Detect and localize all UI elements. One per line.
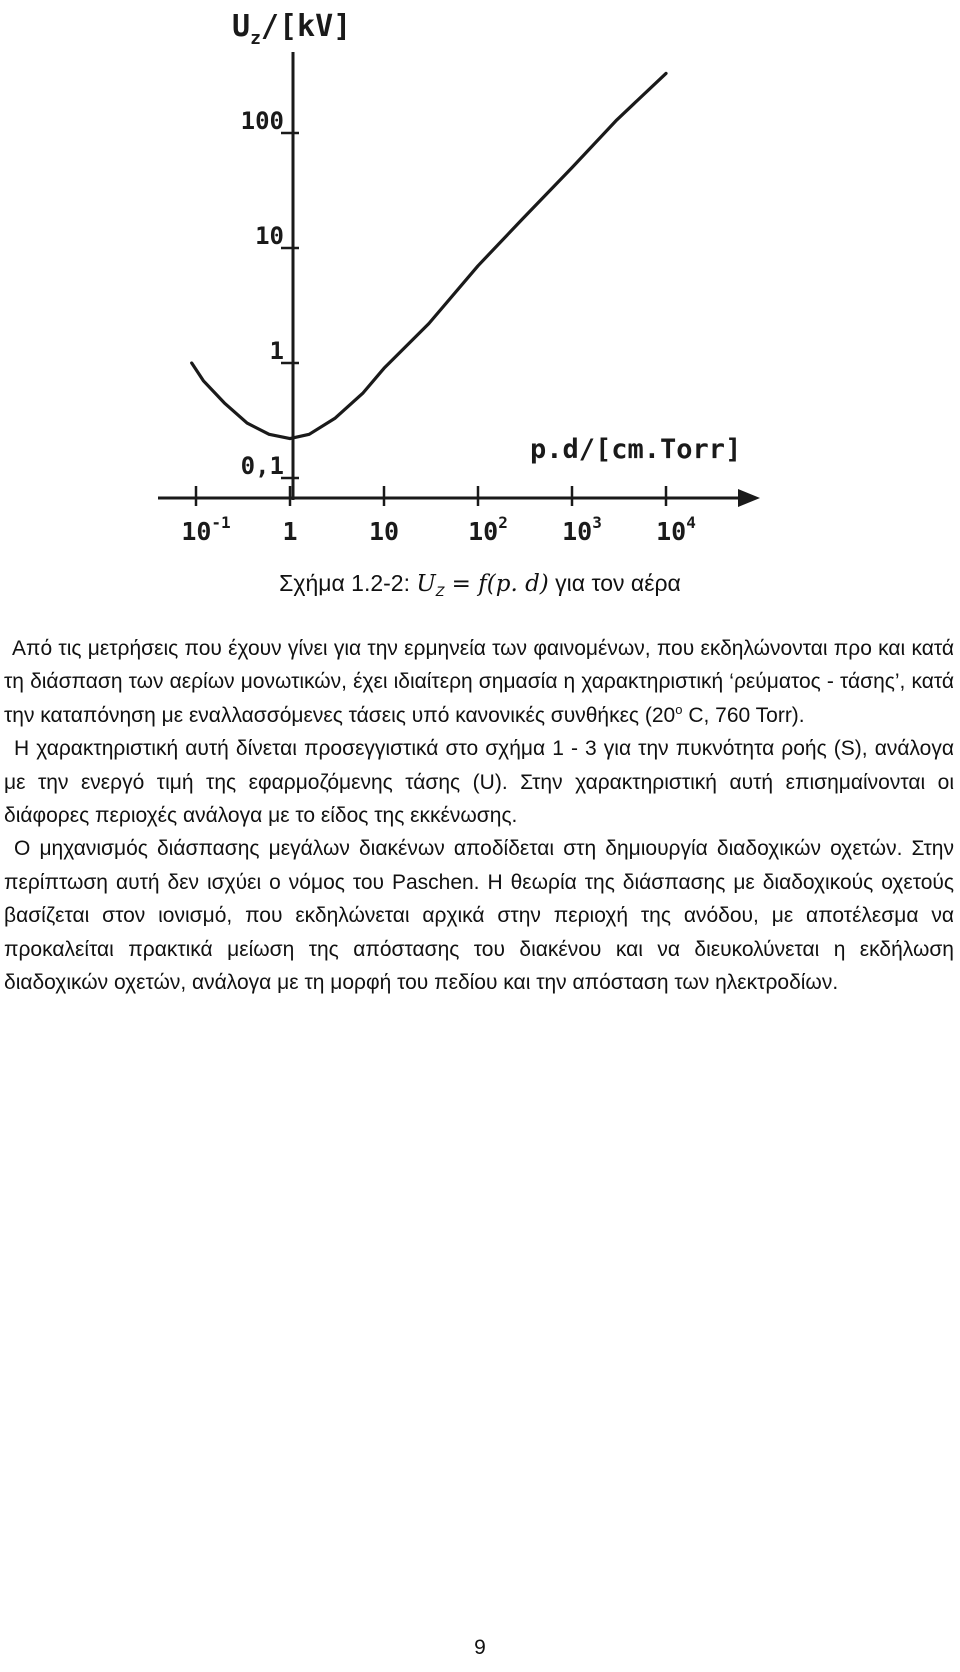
caption-math-rest: = f(p. d) — [444, 571, 549, 597]
x-tick-label: $10^3$ — [562, 513, 602, 546]
paragraph-1 — [4, 632, 954, 732]
x-tick-label: 1 — [282, 517, 298, 546]
y-tick-label: 1 — [269, 337, 284, 365]
y-axis-title: $U_z/[kV]$ — [232, 9, 352, 49]
caption-suffix: για τον αέρα — [548, 570, 681, 596]
y-tick-label: 0,1 — [240, 452, 284, 480]
figure-caption — [0, 570, 960, 599]
y-tick-label: 100 — [240, 107, 284, 135]
caption-math-u: U — [416, 571, 436, 597]
x-tick-group — [181, 486, 696, 546]
x-axis-title: p.d/[cm.Torr] — [530, 434, 742, 465]
x-axis-arrow — [738, 489, 760, 507]
caption-math-sub: Z — [435, 583, 445, 599]
degree-superscript: ο — [675, 701, 683, 717]
x-tick-label: $10^{-1}$ — [181, 513, 231, 546]
x-tick-label: $10^2$ — [468, 513, 508, 546]
page-number: 9 — [474, 1636, 486, 1659]
paragraph-3: Ο μηχανισμός διάσπασης μεγάλων διακένων αποδίδεται στη δημιουργία διαδοχικών οχετών. Στην περίπτωση αυτή δεν ισχύει ο νόμος του Paschen. Η θεωρία της διάσπασης με διαδοχικούς οχετούς βασίζεται στον ιονισμό, που εκδηλώνεται αρχικά στην περιοχή της ανόδου, με αποτέλεσμα να προκαλείται πρακτικά μείωση της απόστασης του διακένου και να διευκολύνεται η εκδήλωση διαδοχικών οχετών, ανάλογα με τη μορφή του πεδίου και την απόσταση των ηλεκτροδίων. — [4, 837, 954, 995]
body-text — [4, 632, 954, 999]
x-tick-label: $10^4$ — [656, 513, 696, 546]
y-tick-label: 10 — [255, 222, 284, 250]
x-tick-label: 10 — [368, 517, 400, 546]
caption-prefix: Σχήμα 1.2-2: — [279, 570, 417, 596]
paschen-curve-figure — [0, 0, 960, 560]
paragraph-1-tail: C, 760 Torr). — [682, 703, 805, 727]
paragraph-2: Η χαρακτηριστική αυτή δίνεται προσεγγιστικά στο σχήμα 1 - 3 για την πυκνότητα ροής (S), ανάλογα με την ενεργό τιμή της εφαρμοζόμενης τάσης (U). Στην χαρακτηριστική αυτή επισημαίνονται οι διάφορες περιοχές ανάλογα με το είδος της εκκένωσης. — [4, 737, 954, 828]
paragraph-1-text: Από τις μετρήσεις που έχουν γίνει για την ερμηνεία των φαινομένων, που εκδηλώνονται προ και κατά τη διάσπαση των αερίων μονωτικών, έχει ιδιαίτερη σημασία η χαρακτηριστική ‘ρεύματος - τάσης’, κατά την καταπόνηση με εναλλασσόμενες τάσεις υπό κανονικές συνθήκες (20 — [4, 637, 954, 727]
